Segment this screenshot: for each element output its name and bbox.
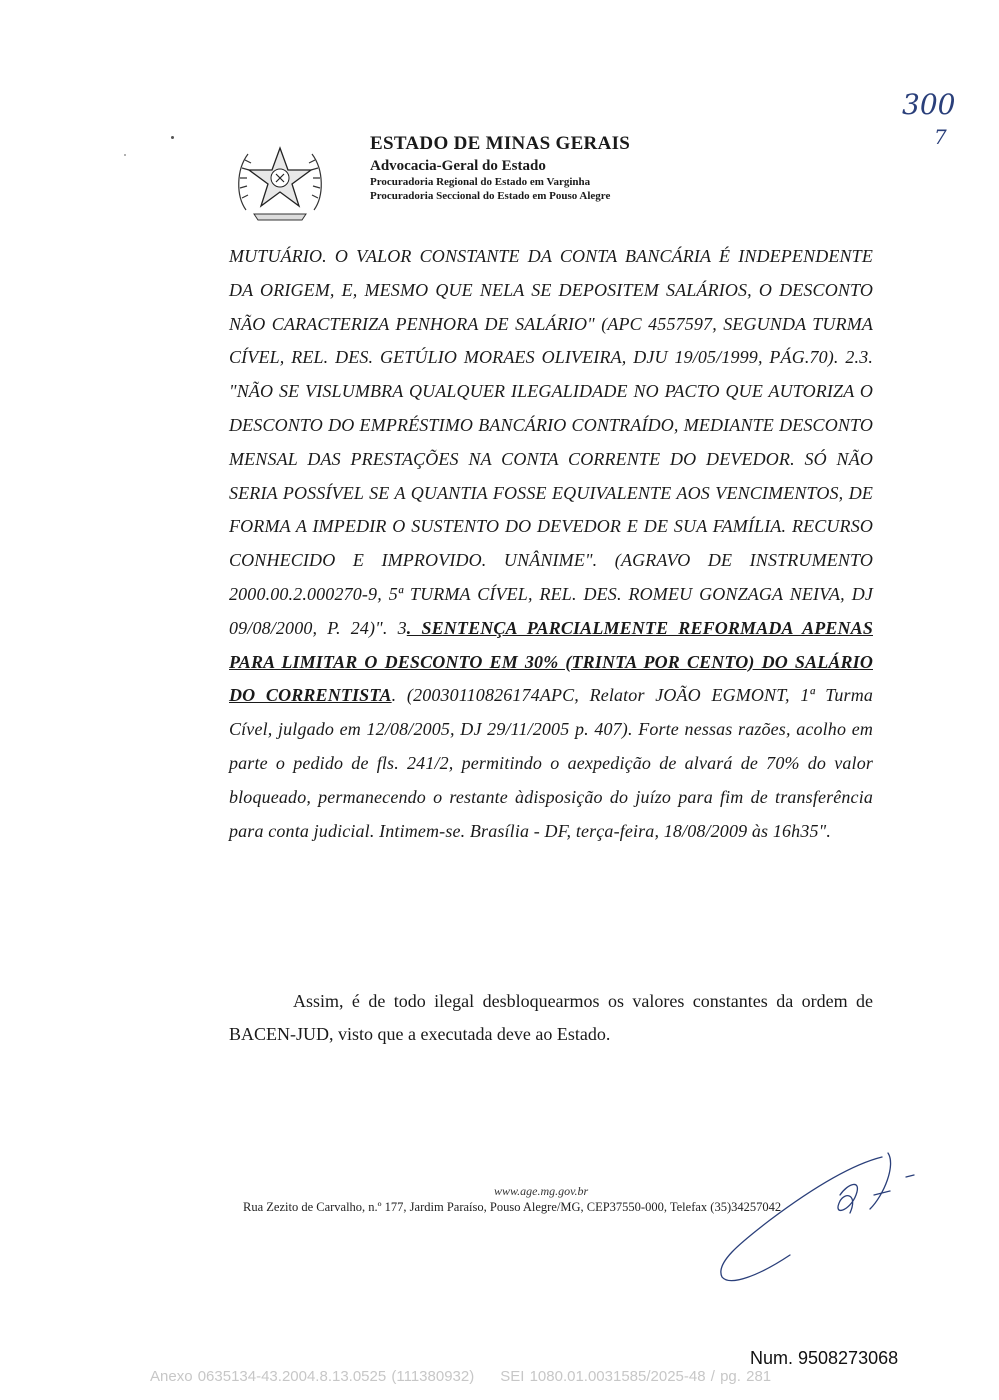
letterhead-state: ESTADO DE MINAS GERAIS xyxy=(370,133,631,154)
scan-speck xyxy=(171,136,174,139)
handwritten-signature xyxy=(700,1135,940,1290)
letterhead-office-2: Procuradoria Seccional do Estado em Pouso Alegre xyxy=(370,190,611,202)
citation-tail: . (20030110826174APC, Relator JOÃO EGMONT, 1ª Turma Cível, julgado em 12/08/2005, DJ 29/11/2005 p. 407). Forte nessas razões, acolho em parte o pedido de fls. 241/2, permitindo o aexpedição de alvará de 70% do valor bloqueado, permanecendo o restante àdisposição do juízo para fim de transferência para conta judicial. Intimem-se. Brasília - DF, terça-feira, 18/08/2009 às 16h35". xyxy=(229,685,874,841)
letterhead-office-1: Procuradoria Regional do Estado em Varginha xyxy=(370,176,591,188)
argument-paragraph: Assim, é de todo ilegal desbloquearmos os valores constantes da ordem de BACEN-JUD, visto que a executada deve ao Estado. xyxy=(229,991,873,1044)
handwritten-mark-text: 7 xyxy=(934,125,947,149)
citation-text: MUTUÁRIO. O VALOR CONSTANTE DA CONTA BANCÁRIA É INDEPENDENTE DA ORIGEM, E, MESMO QUE NELA SE DEPOSITEM SALÁRIOS, O DESCONTO NÃO CARACTERIZA PENHORA DE SALÁRIO" (APC 4557597, SEGUNDA TURMA CÍVEL, REL. DES. GETÚLIO MORAES OLIVEIRA, DJU 19/05/1999, PÁG.70). 2.3. "NÃO SE VISLUMBRA QUALQUER ILEGALIDADE NO PACTO QUE AUTORIZA O DESCONTO DO EMPRÉSTIMO BANCÁRIO CONTRAÍDO, MEDIANTE DESCONTO MENSAL DAS PRESTAÇÕES NA CONTA CORRENTE DO DEVEDOR. SÓ NÃO SERIA POSSÍVEL SE A QUANTIA FOSSE EQUIVALENTE AOS VENCIMENTOS, DE FORMA A IMPEDIR O SUSTENTO DO DEVEDOR E DE SUA FAMÍLIA. RECURSO CONHECIDO E IMPROVIDO. UNÂNIME". (AGRAVO DE INSTRUMENTO 2000.00.2.000270-9, 5ª TURMA CÍVEL, REL. DES. ROMEU GONZAGA NEIVA, DJ 09/08/2000, P. 24)". 3 xyxy=(229,246,873,638)
footer-address: Rua Zezito de Carvalho, n.º 177, Jardim Paraíso, Pouso Alegre/MG, CEP37550-000, Telefax (35)34257042 xyxy=(243,1200,782,1214)
scan-speck xyxy=(124,154,126,156)
handwritten-page-number xyxy=(898,84,968,154)
citation-emphasis: . SENTENÇA PARCIALMENTE REFORMADA APENAS PARA LIMITAR O DESCONTO EM 30% (TRINTA POR CENTO) DO SALÁRIO DO CORRENTISTA xyxy=(229,617,873,706)
handwritten-page-number-text: 300 xyxy=(902,88,956,121)
state-coat-of-arms-icon xyxy=(232,140,328,226)
watermark-annex: Anexo 0635134-43.2004.8.13.0525 (111380932) xyxy=(150,1368,475,1385)
footer-url: www.age.mg.gov.br xyxy=(494,1184,589,1198)
letterhead xyxy=(370,133,790,203)
letterhead-agency: Advocacia-Geral do Estado xyxy=(370,158,546,174)
watermark-sei: SEI 1080.01.0031585/2025-48 / pg. 281 xyxy=(500,1368,772,1385)
citation-paragraph xyxy=(229,240,873,848)
document-number: Num. 9508273068 xyxy=(750,1348,899,1368)
system-watermark xyxy=(150,1368,771,1385)
